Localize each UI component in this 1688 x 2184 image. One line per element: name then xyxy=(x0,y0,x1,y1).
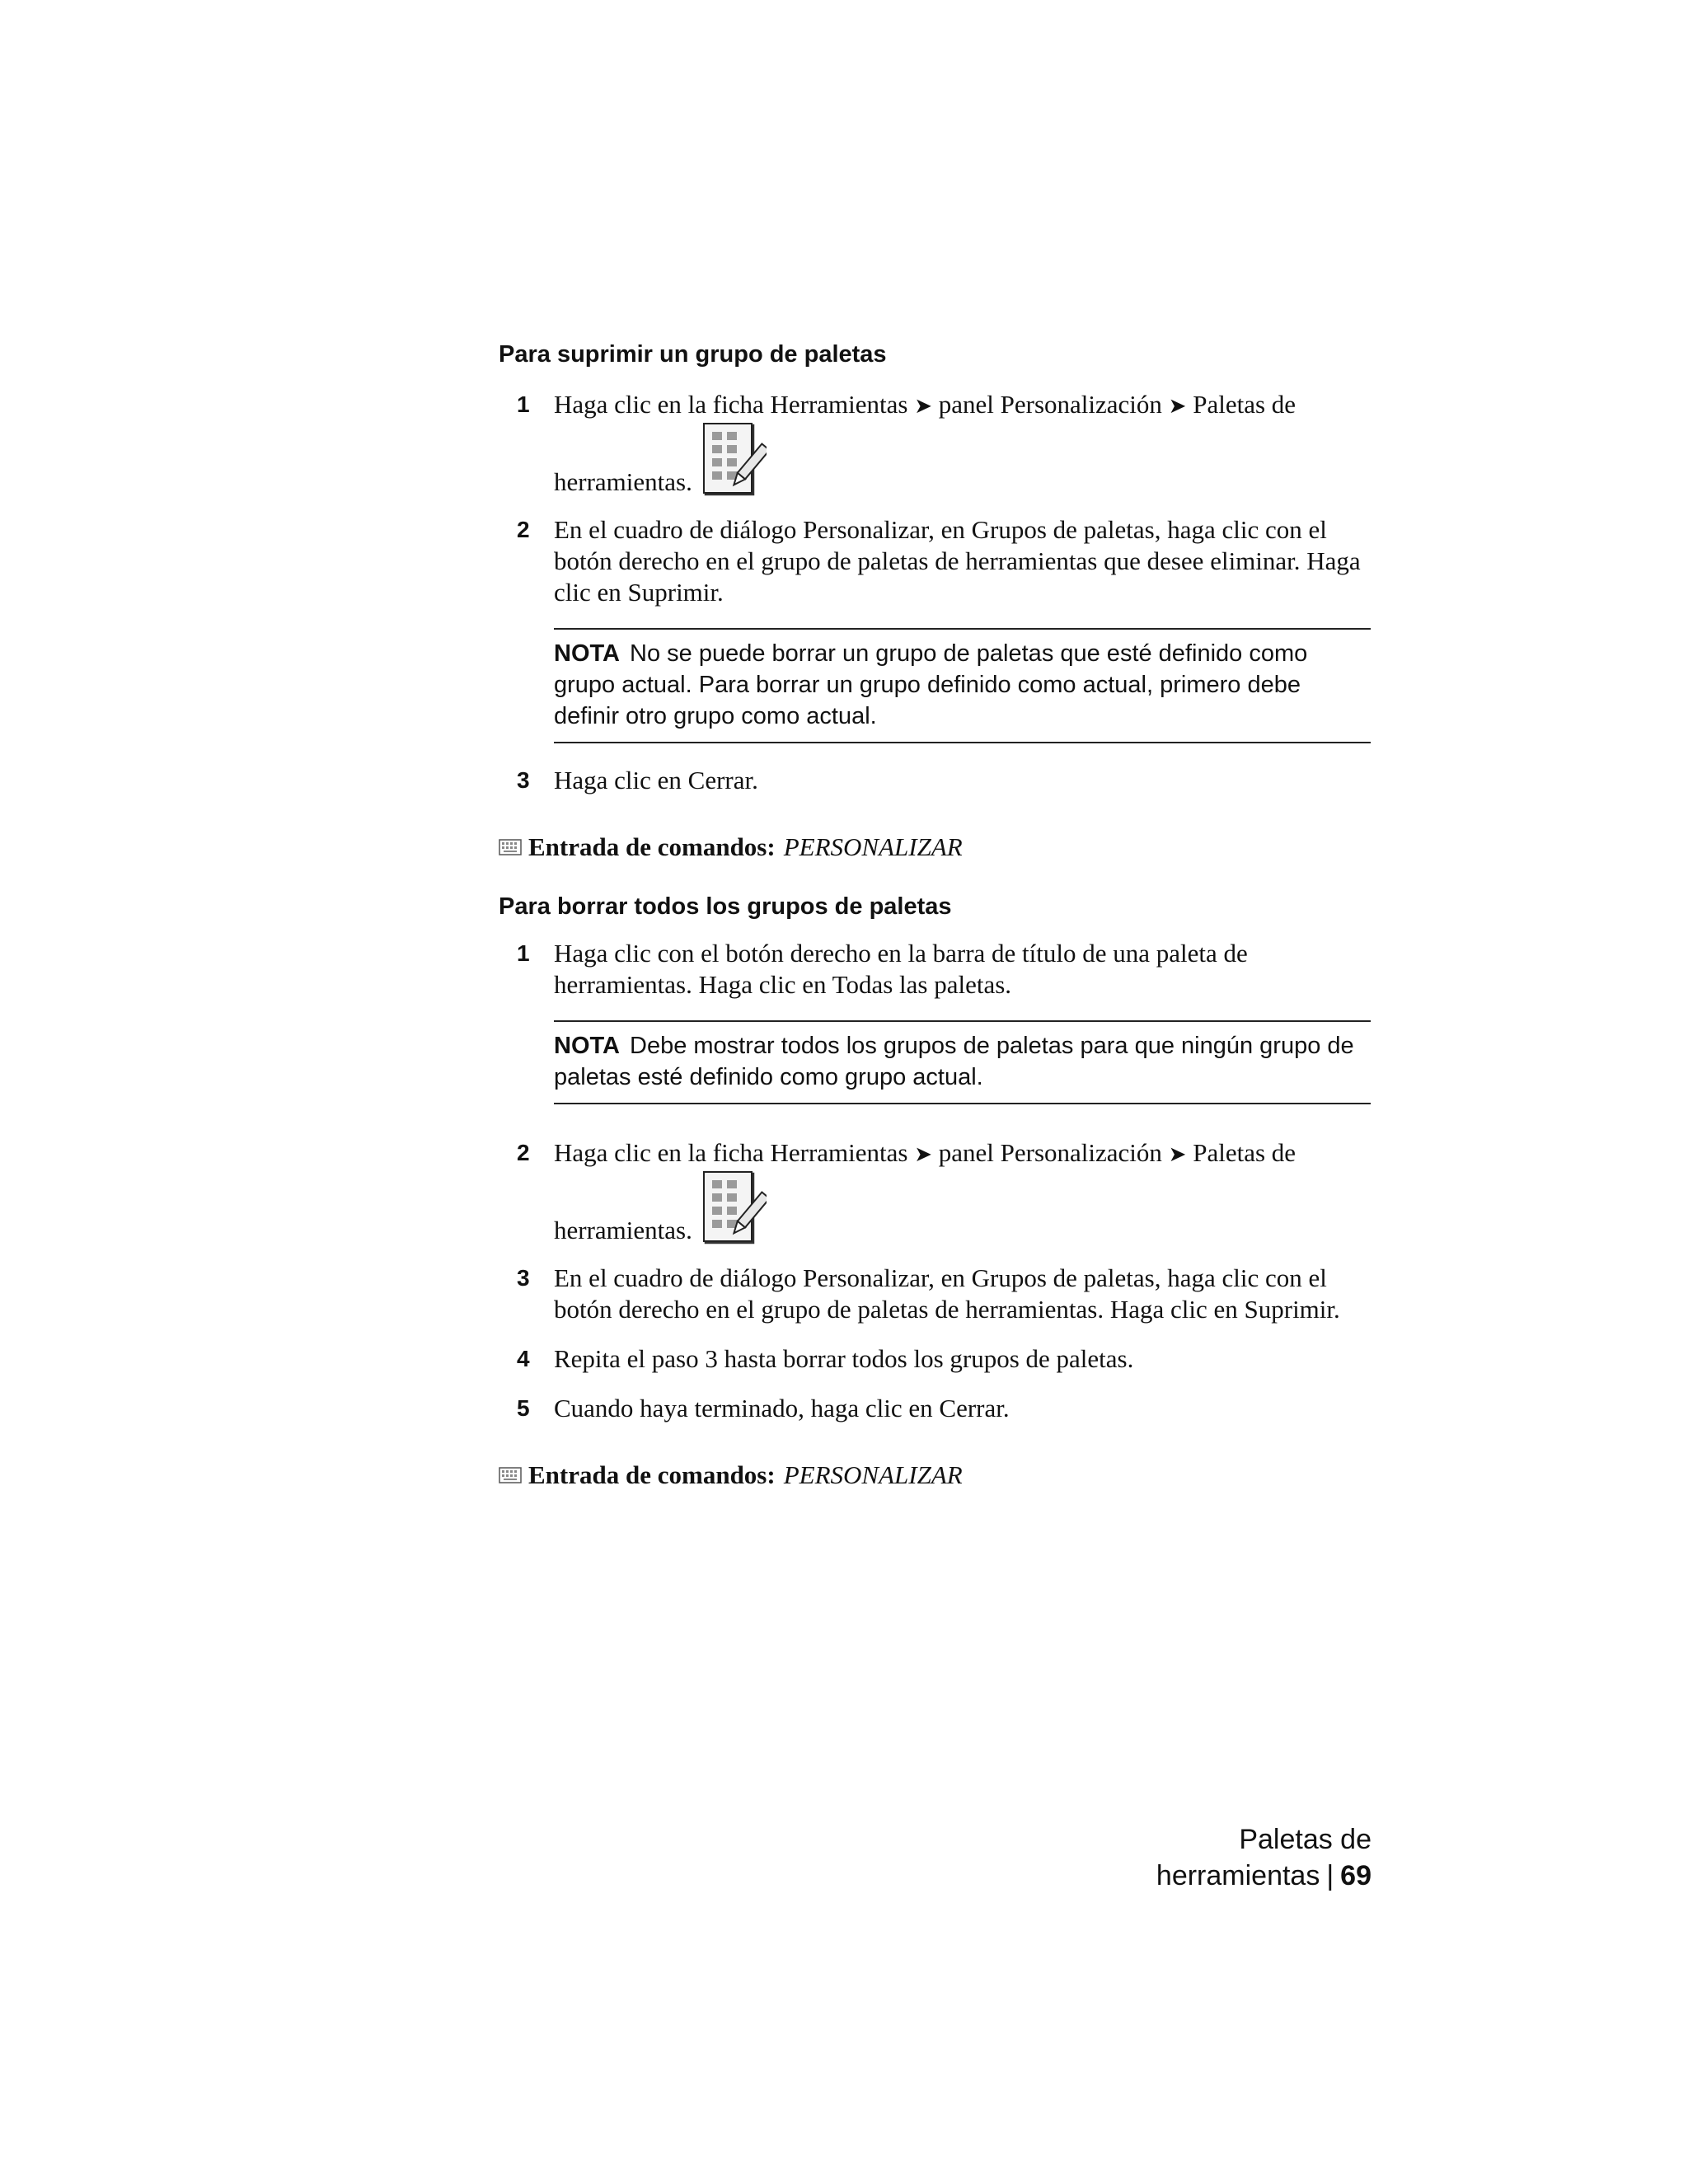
keyboard-icon xyxy=(499,1467,522,1483)
step-number: 5 xyxy=(517,1395,530,1421)
step-item xyxy=(499,514,1371,608)
footer-separator: | xyxy=(1326,1860,1334,1891)
step-number: 1 xyxy=(517,940,530,966)
step-number: 1 xyxy=(517,391,530,417)
page-number: 69 xyxy=(1340,1860,1372,1891)
command-label: Entrada de comandos: xyxy=(528,832,776,861)
command-value: PERSONALIZAR xyxy=(783,1460,963,1489)
step-item xyxy=(499,1263,1371,1325)
arrow-icon: ➤ xyxy=(1168,394,1187,418)
command-value: PERSONALIZAR xyxy=(783,832,963,861)
command-entry xyxy=(499,1459,1371,1492)
step-text: Cuando haya terminado, haga clic en Cerrar. xyxy=(554,1394,1010,1422)
step-text-continuation: herramientas. xyxy=(554,1170,1371,1246)
step-text: Haga clic con el botón derecho en la barra de título de una paleta de herramientas. Haga clic en Todas las paletas. xyxy=(554,939,1248,999)
command-entry xyxy=(499,831,1371,864)
page-content xyxy=(499,338,1371,1492)
arrow-icon: ➤ xyxy=(914,394,933,418)
footer-title: Paletas de herramientas xyxy=(1156,1824,1372,1891)
step-item xyxy=(499,765,1371,796)
step-text: Haga clic en la ficha Herramientas ➤ panel Personalización ➤ Paletas de xyxy=(554,1138,1296,1167)
step-text: Haga clic en Cerrar. xyxy=(554,766,758,794)
step-item xyxy=(499,938,1371,1001)
step-item xyxy=(499,1393,1371,1424)
step-number: 2 xyxy=(517,1140,530,1165)
step-number: 3 xyxy=(517,1265,530,1291)
tool-palettes-icon xyxy=(702,422,767,498)
section-heading: Para borrar todos los grupos de paletas xyxy=(499,893,952,920)
note-label: NOTA xyxy=(554,640,621,667)
step-item xyxy=(499,389,1371,498)
step-text: Haga clic en la ficha Herramientas ➤ panel Personalización ➤ Paletas de xyxy=(554,390,1296,419)
note-box xyxy=(554,628,1371,743)
step-item xyxy=(499,1137,1371,1246)
step-item xyxy=(499,1343,1371,1375)
command-label: Entrada de comandos: xyxy=(528,1460,776,1489)
step-number: 4 xyxy=(517,1346,530,1371)
step-number: 2 xyxy=(517,517,530,542)
step-text: En el cuadro de diálogo Personalizar, en Grupos de paletas, haga clic con el botón derecho en el grupo de paletas de herramientas que desee eliminar. Haga clic en Suprimir. xyxy=(554,515,1361,607)
arrow-icon: ➤ xyxy=(914,1142,933,1166)
keyboard-icon xyxy=(499,839,522,855)
tool-palettes-icon xyxy=(702,1170,767,1246)
note-text: No se puede borrar un grupo de paletas que esté definido como grupo actual. Para borrar un grupo definido como actual, primero debe definir otro grupo como actual. xyxy=(554,640,1308,729)
note-text: Debe mostrar todos los grupos de paletas para que ningún grupo de paletas esté definido como grupo actual. xyxy=(554,1033,1354,1090)
step-number: 3 xyxy=(517,767,530,793)
arrow-icon: ➤ xyxy=(1168,1142,1187,1166)
step-text: Repita el paso 3 hasta borrar todos los grupos de paletas. xyxy=(554,1344,1134,1373)
note-box xyxy=(554,1020,1371,1104)
step-text: En el cuadro de diálogo Personalizar, en Grupos de paletas, haga clic con el botón derecho en el grupo de paletas de herramientas. Haga clic en Suprimir. xyxy=(554,1263,1340,1324)
section-heading: Para suprimir un grupo de paletas xyxy=(499,341,887,368)
page-footer xyxy=(1025,1821,1372,1894)
note-label: NOTA xyxy=(554,1033,621,1059)
step-text-continuation: herramientas. xyxy=(554,422,1371,498)
